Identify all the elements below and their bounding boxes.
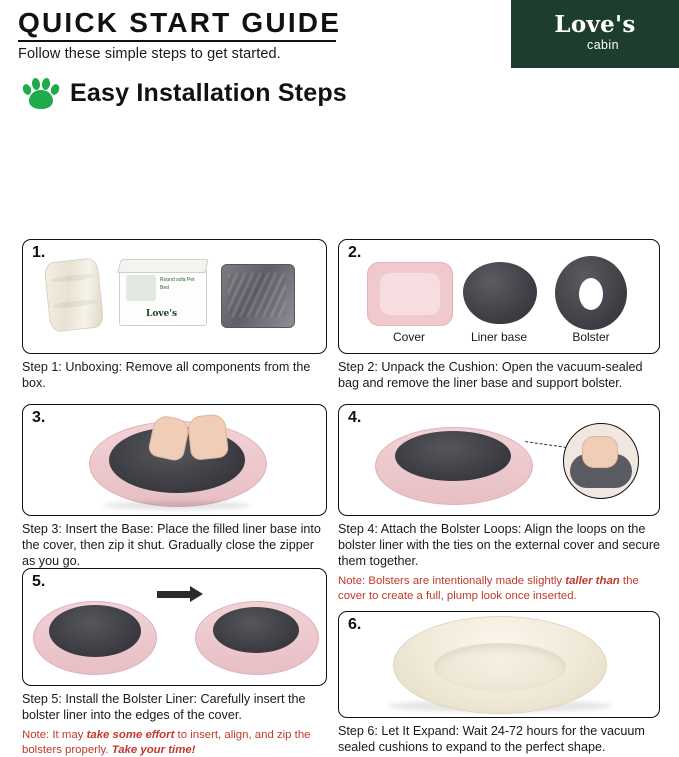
- section-heading-row: [0, 68, 679, 116]
- bolster-after-image: [213, 607, 299, 653]
- step-4-block: [338, 404, 660, 603]
- brand-logo: [511, 0, 679, 68]
- step-6-panel: [338, 611, 660, 718]
- step-5-note-prefix: Note: It may: [22, 729, 87, 742]
- bolster-liner-image: [395, 431, 511, 481]
- section-title: Easy Installation Steps: [70, 78, 347, 107]
- liner-base-image: [463, 262, 537, 324]
- step-4-note: [338, 574, 660, 603]
- step-2-caption: Step 2: Unpack the Cushion: Open the vacuum-sealed bag and remove the liner base and support bolster.: [338, 360, 643, 391]
- step-5-note-emphasis2: Take your time!: [111, 743, 196, 756]
- step-4-caption: Step 4: Attach the Bolster Loops: Align the loops on the bolster liner with the ties on the external cover and secure them together.: [338, 522, 661, 569]
- step-4-note-prefix: Note: Bolsters are intentionally made slightly: [338, 575, 566, 588]
- step-3-caption: Step 3: Insert the Base: Place the filled liner base into the cover, then zip it shut. Gradually close the zipper as you go.: [22, 522, 321, 569]
- rolled-bed-image: [43, 257, 104, 332]
- page-header: [0, 0, 679, 68]
- hand-right-image: [187, 413, 229, 461]
- step-1-block: [22, 239, 327, 391]
- step-1-panel: [22, 239, 327, 354]
- step-5-note-suffix: to insert, align, and zip the bolsters properly.: [22, 729, 311, 756]
- loop-closeup-image: [563, 423, 639, 499]
- paw-icon: [22, 76, 60, 110]
- step-5-block: [22, 568, 327, 757]
- step-4-note-suffix: the cover to create a full, plump look once inserted.: [338, 575, 639, 602]
- step-5-note: [22, 728, 327, 757]
- label-bolster: Bolster: [572, 330, 610, 344]
- step-2-panel: [338, 239, 660, 354]
- box-label-text: Round sofa Pet Bed: [160, 277, 195, 291]
- step-3-number: 3.: [32, 409, 46, 426]
- brand-name: Love's: [554, 10, 636, 38]
- step-5-note-emphasis: take some effort: [86, 729, 175, 742]
- step-3-block: [22, 404, 327, 569]
- shadow: [103, 501, 251, 510]
- brand-subname: cabin: [587, 37, 619, 52]
- step-5-caption: Step 5: Install the Bolster Liner: Carefully insert the bolster liner into the edges of the cover.: [22, 692, 306, 723]
- step-1-number: 1.: [32, 244, 46, 261]
- step-2-block: [338, 239, 660, 391]
- step-6-block: [338, 611, 660, 755]
- bolster-image: [555, 256, 627, 330]
- label-liner-base: Liner base: [470, 330, 528, 344]
- step-1-caption: Step 1: Unboxing: Remove all components from the box.: [22, 360, 311, 391]
- title-underline: [18, 40, 336, 42]
- header-text-block: [0, 0, 511, 68]
- expanded-bed-image: [393, 616, 607, 714]
- page-title: QUICK START GUIDE: [18, 7, 342, 38]
- vacuum-bag-image: [221, 264, 295, 328]
- label-cover: Cover: [392, 330, 425, 344]
- step-6-caption: Step 6: Let It Expand: Wait 24-72 hours for the vacuum sealed cushions to expand to the perfect shape.: [338, 724, 645, 755]
- step-4-panel: [338, 404, 660, 516]
- progress-arrow-icon: [157, 591, 191, 598]
- page-subtitle: Follow these simple steps to get started.: [18, 46, 281, 63]
- step-5-number: 5.: [32, 573, 46, 590]
- step-4-number: 4.: [348, 409, 362, 426]
- bolster-before-image: [49, 605, 141, 657]
- box-logo-text: Love's: [146, 309, 178, 319]
- step-5-panel: [22, 568, 327, 686]
- step-2-number: 2.: [348, 244, 362, 261]
- step-6-number: 6.: [348, 616, 362, 633]
- cover-image: [367, 262, 453, 326]
- step-4-note-emphasis: taller than: [565, 575, 620, 588]
- step-3-panel: [22, 404, 327, 516]
- product-box-image: [119, 268, 207, 326]
